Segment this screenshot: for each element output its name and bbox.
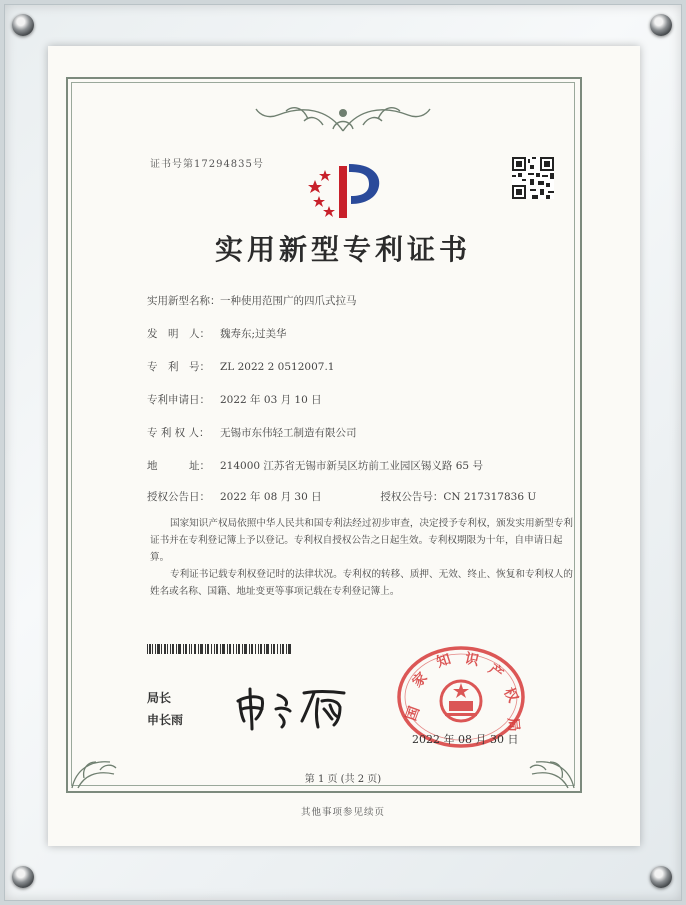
paragraph-grant-statement: 国家知识产权局依照中华人民共和国专利法经过初步审查，决定授予专利权，颁发实用新型专利证书并在专利登记簿上予以登记。专利权自授权公告之日起生效。专利权期限为十年，自申请日起算。 [150, 518, 573, 563]
svg-text:家: 家 [409, 669, 431, 691]
svg-text:知: 知 [434, 651, 453, 671]
field-utility-model-name [147, 293, 357, 308]
field-patent-number [147, 359, 334, 374]
paragraph-legal-status: 专利证书记载专利权登记时的法律状况。专利权的转移、质押、无效、终止、恢复和专利权人的姓名或名称、国籍、地址变更等事项记载在专利登记簿上。 [150, 569, 573, 597]
field-label: 实用新型名称： [147, 295, 221, 307]
signatory-role: 局长 [147, 691, 172, 705]
top-ornament-icon [248, 101, 438, 135]
svg-text:国: 国 [403, 704, 424, 723]
field-patentee [147, 425, 357, 440]
field-inventor [147, 326, 287, 341]
page-number: 第 1 页 (共 2 页) [304, 774, 382, 785]
grant-number-value: CN 217317836 U [443, 491, 537, 503]
field-label: 专利申请日： [147, 394, 210, 406]
screw-bottom-left-icon [12, 866, 34, 888]
grant-date-label: 授权公告日： [147, 491, 210, 503]
screw-top-left-icon [12, 14, 34, 36]
field-address [147, 458, 483, 473]
field-value: 214000 江苏省无锡市新吴区坊前工业园区锡义路 65 号 [220, 460, 483, 472]
field-label: 地 址： [147, 460, 210, 472]
field-value: 2022 年 03 月 10 日 [220, 394, 322, 406]
field-label: 专 利 权 人： [147, 427, 210, 439]
screw-top-right-icon [650, 14, 672, 36]
field-grant-info [147, 489, 536, 504]
cnipa-logo-icon [305, 160, 385, 222]
barcode-icon [147, 644, 291, 654]
seal-date: 2022 年 08 月 30 日 [412, 733, 519, 746]
field-value: 无锡市东伟轻工制造有限公司 [220, 427, 357, 439]
svg-text:产: 产 [485, 661, 506, 683]
certificate-number: 证书号第17294835号 [150, 159, 264, 170]
svg-text:局: 局 [504, 716, 522, 733]
qr-code-icon [512, 157, 554, 199]
grant-date-value: 2022 年 08 月 30 日 [220, 491, 322, 503]
footer-note: 其他事项参见续页 [300, 807, 385, 818]
handwritten-signature-icon [230, 683, 355, 731]
field-value: 一种使用范围广的四爪式拉马 [220, 295, 357, 307]
svg-text:权: 权 [500, 685, 521, 706]
grant-number-label: 授权公告号： [380, 491, 444, 503]
field-label: 发 明 人： [147, 328, 210, 340]
field-value: 魏寿东;过美华 [220, 328, 287, 340]
field-label: 专 利 号： [147, 361, 210, 373]
field-value: ZL 2022 2 0512007.1 [220, 361, 335, 373]
signatory-name: 申长雨 [147, 713, 184, 727]
field-application-date [147, 392, 322, 407]
certificate-title: 实用新型专利证书 [214, 233, 471, 266]
svg-text:识: 识 [463, 650, 481, 670]
screw-bottom-right-icon [650, 866, 672, 888]
